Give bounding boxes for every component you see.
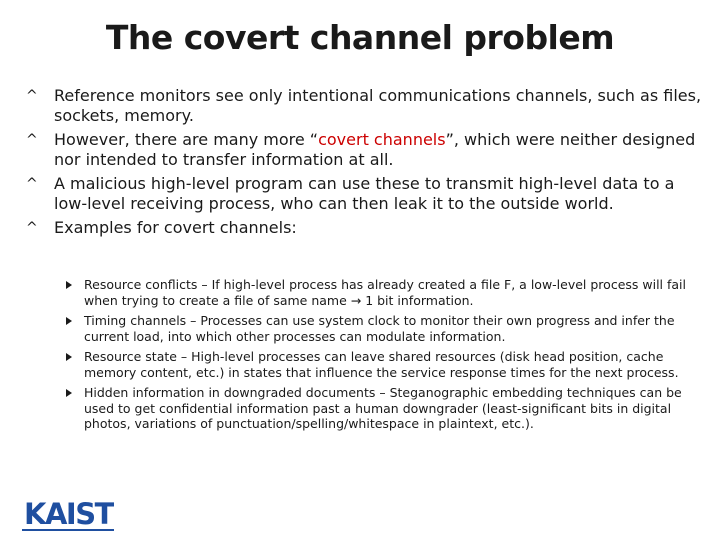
- bullet-text: A malicious high-level program can use these to transmit high-level data to a low-level receiving process, who can then leak it to the outside world.: [54, 174, 675, 213]
- kaist-logo: [22, 497, 114, 533]
- bullet-item: [26, 174, 706, 214]
- arrow-bullet-icon: [66, 317, 72, 325]
- sub-bullet-text: Timing channels – Processes can use system clock to monitor their own progress and infer the current load, into which other processes can modulate information.: [84, 313, 675, 344]
- sub-bullet-item: [62, 385, 702, 432]
- bullet-item: [26, 86, 706, 126]
- bullet-marker: ^: [26, 176, 38, 192]
- logo-wordmark: KAIST: [24, 497, 113, 531]
- bullet-text-after: ”, which were neither designed nor intended to transfer information at all.: [54, 130, 696, 169]
- sub-bullet-text: Resource conflicts – If high-level process has already created a file F, a low-level process will fail when trying to create a file of same name → 1 bit information.: [84, 277, 687, 308]
- bullet-item: [26, 218, 706, 238]
- bullet-marker: ^: [26, 220, 38, 236]
- sub-bullet-item: [62, 277, 702, 308]
- arrow-bullet-icon: [66, 281, 72, 289]
- bullet-text-before: However, there are many more “: [54, 130, 319, 149]
- sub-bullet-list: [62, 277, 702, 437]
- sub-bullet-text: Resource state – High-level processes can leave shared resources (disk head position, cache memory content, etc.) in states that influence the service response times for the next process.: [84, 349, 679, 380]
- bullet-marker: ^: [26, 88, 38, 104]
- bullet-item: [26, 130, 706, 170]
- arrow-bullet-icon: [66, 389, 72, 397]
- slide-title: The covert channel problem: [105, 18, 615, 57]
- sub-bullet-item: [62, 349, 702, 380]
- arrow-bullet-icon: [66, 353, 72, 361]
- bullet-text: Reference monitors see only intentional communications channels, such as files, sockets, memory.: [54, 86, 702, 125]
- main-bullet-list: [26, 86, 706, 242]
- bullet-text: Examples for covert channels:: [54, 218, 297, 237]
- sub-bullet-text: Hidden information in downgraded documents – Steganographic embedding techniques can be used to get confidential information past a human downgrader (least-significant bits in digital photos, variations of punctuation/spelling/whitespace in plaintext, etc.).: [84, 385, 682, 431]
- covert-channels-highlight: covert channels: [318, 130, 446, 149]
- sub-bullet-item: [62, 313, 702, 344]
- bullet-marker: ^: [26, 132, 38, 148]
